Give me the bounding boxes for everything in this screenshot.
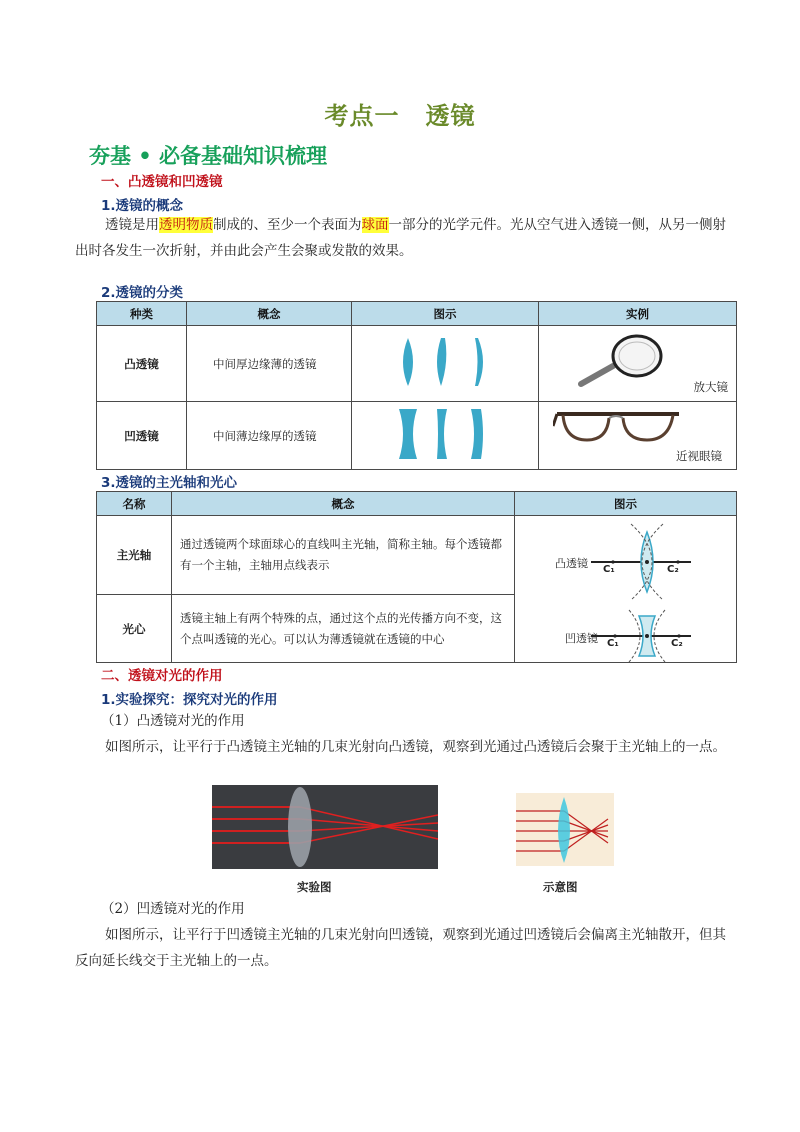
example-label: 近视眼镜 — [676, 449, 722, 463]
col-diagram: 图示 — [352, 302, 539, 326]
axis-diagram-cell — [515, 516, 737, 663]
col-concept: 概念 — [187, 302, 352, 326]
concave-lenses-icon — [385, 406, 505, 462]
c2-label: C₂ — [667, 564, 679, 575]
glasses-example-cell — [539, 402, 737, 470]
page-title — [0, 96, 800, 131]
table-row — [97, 402, 737, 470]
caption-experiment: 实验图 — [297, 880, 332, 894]
c1-label-concave: C₁ — [607, 638, 619, 649]
schematic-image — [516, 793, 614, 866]
col-name: 名称 — [97, 492, 172, 516]
heading-lens-effect: 二、透镜对光的作用 — [101, 668, 223, 684]
col-kind: 种类 — [97, 302, 187, 326]
c1-label: C₁ — [603, 564, 615, 575]
example-label: 放大镜 — [693, 380, 728, 394]
table-row — [97, 516, 737, 595]
concept-text-3: 一部分的光学元件。光从空气进入透镜一侧，从另一侧射出时各发生一次折射，并由此会产生会聚或发散的效果。 — [75, 217, 726, 259]
table-row — [97, 326, 737, 402]
concept-text-1: 透镜是用 — [105, 217, 159, 233]
heading-lens-concept: 1.透镜的概念 — [101, 198, 184, 214]
concave-label: 凹透镜 — [565, 632, 598, 645]
classification-table — [96, 301, 737, 470]
title-part1: 考点一 — [324, 102, 400, 130]
glasses-icon — [553, 406, 683, 454]
experiment-photo — [212, 785, 438, 869]
convex-schematic-icon — [516, 793, 614, 866]
caption-schematic: 示意图 — [543, 880, 578, 894]
heading-lens-classification: 2.透镜的分类 — [101, 285, 184, 301]
magnifier-icon — [573, 332, 673, 388]
lens-concept-paragraph — [75, 212, 735, 264]
highlight-sphere: 球面 — [361, 217, 389, 233]
convex-subheading: （1）凸透镜对光的作用 — [101, 713, 245, 729]
convex-label: 凸透镜 — [555, 557, 588, 570]
section-title: 夯基 • 必备基础知识梳理 — [89, 144, 328, 168]
kind-cell: 凸透镜 — [97, 326, 187, 402]
concept-cell: 中间薄边缘厚的透镜 — [187, 402, 352, 470]
concept-cell: 通过透镜两个球面球心的直线叫主光轴，简称主轴。每个透镜都有一个主轴，主轴用点线表示 — [172, 516, 515, 595]
kind-cell: 凹透镜 — [97, 402, 187, 470]
title-part2: 透镜 — [425, 102, 476, 130]
name-cell: 光心 — [97, 595, 172, 663]
heading-axis-center: 3.透镜的主光轴和光心 — [101, 475, 238, 491]
concept-cell: 中间厚边缘薄的透镜 — [187, 326, 352, 402]
heading-experiment: 1.实验探究：探究对光的作用 — [101, 692, 278, 708]
convex-experiment-image — [212, 785, 438, 869]
convex-lens-diagram — [352, 326, 539, 402]
magnifier-example-cell — [539, 326, 737, 402]
col-concept: 概念 — [172, 492, 515, 516]
axis-table — [96, 491, 737, 663]
convex-paragraph: 如图所示，让平行于凸透镜主光轴的几束光射向凸透镜，观察到光通过凸透镜后会聚于主光轴上的一点。 — [105, 739, 726, 755]
heading-lens-types: 一、凸透镜和凹透镜 — [101, 174, 223, 190]
name-cell: 主光轴 — [97, 516, 172, 595]
concept-cell: 透镜主轴上有两个特殊的点，通过这个点的光传播方向不变，这个点叫透镜的光心。可以认为薄透镜就在透镜的中心 — [172, 595, 515, 663]
concave-paragraph: 如图所示，让平行于凹透镜主光轴的几束光射向凹透镜，观察到光通过凹透镜后会偏离主光轴散开，但其反向延长线交于主光轴上的一点。 — [75, 927, 726, 969]
col-example: 实例 — [539, 302, 737, 326]
concave-subheading: （2）凹透镜对光的作用 — [101, 901, 245, 917]
convex-lenses-icon — [385, 334, 505, 390]
c2-label-concave: C₂ — [671, 638, 683, 649]
col-diagram: 图示 — [515, 492, 737, 516]
concave-lens-diagram — [352, 402, 539, 470]
highlight-transparent-material: 透明物质 — [159, 217, 213, 233]
concept-text-2: 制成的、至少一个表面为 — [213, 217, 362, 233]
